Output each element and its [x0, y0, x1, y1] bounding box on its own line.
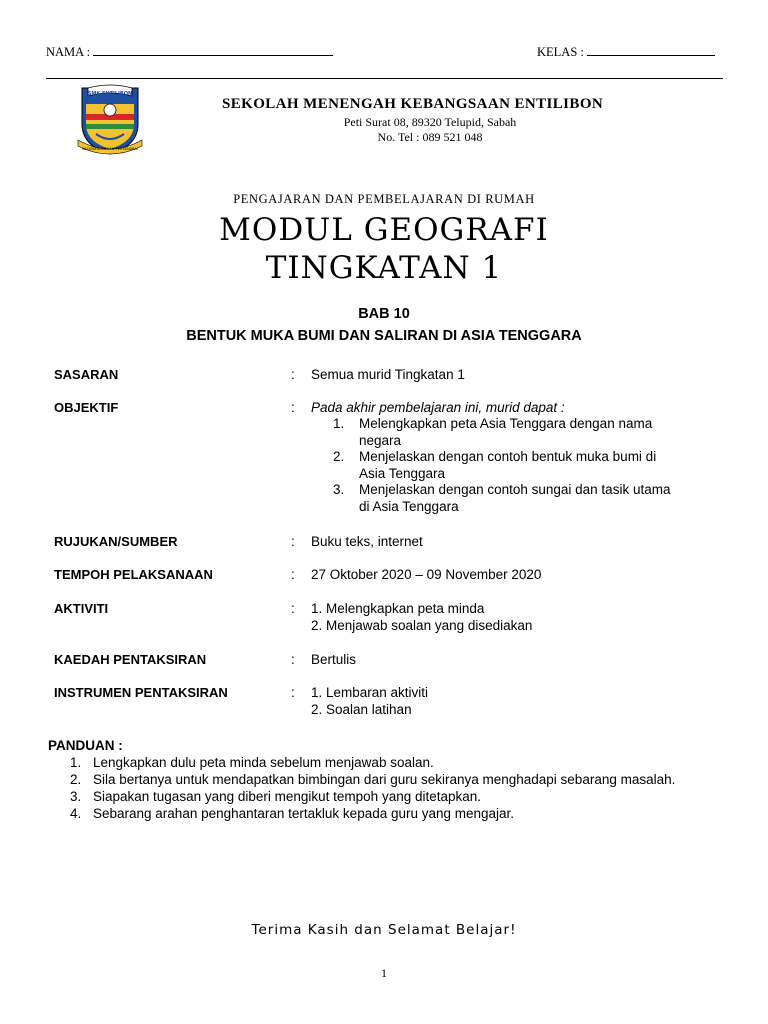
school-crest-logo — [74, 84, 146, 156]
crest-bottom-text: KECEMERLANGAN TERSENARAI — [81, 147, 139, 151]
nama-blank-line — [93, 44, 333, 56]
list-item: 1. Lengkapkan dulu peta minda sebelum menjawab soalan. — [70, 755, 434, 770]
rujukan-label: RUJUKAN/SUMBER — [54, 534, 178, 549]
header-rule — [46, 78, 723, 79]
kaedah-value: Bertulis — [311, 652, 357, 667]
instrumen-list — [311, 684, 428, 718]
module-subtitle: PENGAJARAN DAN PEMBELAJARAN DI RUMAH — [233, 192, 535, 206]
list-item: 1. Melengkapkan peta Asia Tenggara dengan nama negara — [333, 416, 653, 448]
nama-label: NAMA : — [46, 45, 91, 59]
list-item: 2. Menjawab soalan yang disediakan — [311, 618, 533, 633]
thanks-message: Terima Kasih dan Selamat Belajar! — [251, 922, 517, 938]
sasaran-label: SASARAN — [54, 367, 119, 382]
list-item: 3. Siapakan tugasan yang diberi mengikut tempoh yang ditetapkan. — [70, 789, 482, 804]
kaedah-label: KAEDAH PENTAKSIRAN — [54, 652, 207, 667]
sasaran-value: Semua murid Tingkatan 1 — [311, 367, 465, 382]
module-title-line1: MODUL GEOGRAFI — [219, 212, 549, 248]
objektif-list — [333, 416, 670, 515]
page-number: 1 — [381, 966, 387, 980]
sasaran-colon: : — [291, 367, 295, 382]
school-address: Peti Surat 08, 89320 Telupid, Sabah — [343, 115, 517, 129]
list-item: 2. Menjelaskan dengan contoh bentuk muka bumi di Asia Tenggara — [333, 449, 657, 481]
kelas-label: KELAS : — [537, 45, 584, 59]
aktiviti-label: AKTIVITI — [54, 601, 109, 616]
list-item: 2. Sila bertanya untuk mendapatkan bimbingan dari guru sekiranya menghadapi sebarang masalah. — [70, 772, 676, 787]
panduan-heading: PANDUAN : — [48, 738, 123, 753]
list-item: 1. Lembaran aktiviti — [311, 685, 429, 700]
objektif-colon: : — [291, 400, 295, 415]
kelas-field — [537, 44, 715, 60]
kelas-blank-line — [587, 44, 715, 56]
list-item: 4. Sebarang arahan penghantaran tertakluk kepada guru yang mengajar. — [70, 806, 515, 821]
panduan-list — [70, 754, 720, 822]
school-tel: No. Tel : 089 521 048 — [377, 130, 483, 144]
list-item: 3. Menjelaskan dengan contoh sungai dan tasik utama di Asia Tenggara — [333, 482, 671, 514]
aktiviti-colon: : — [291, 601, 295, 616]
bab-title: BENTUK MUKA BUMI DAN SALIRAN DI ASIA TENGGARA — [186, 328, 582, 344]
tempoh-value: 27 Oktober 2020 – 09 November 2020 — [311, 567, 542, 582]
list-item: 1. Melengkapkan peta minda — [311, 601, 485, 616]
kaedah-colon: : — [291, 652, 295, 667]
aktiviti-list — [311, 600, 532, 634]
school-name: SEKOLAH MENENGAH KEBANGSAAN ENTILIBON — [222, 96, 604, 112]
objektif-intro: Pada akhir pembelajaran ini, murid dapat : — [311, 400, 565, 415]
crest-top-text: SMK ENTILIBON — [87, 91, 133, 97]
rujukan-colon: : — [291, 534, 295, 549]
rujukan-value: Buku teks, internet — [311, 534, 423, 549]
tempoh-label: TEMPOH PELAKSANAAN — [54, 567, 213, 582]
module-title-line2: TINGKATAN 1 — [265, 250, 503, 286]
list-item: 2. Soalan latihan — [311, 702, 412, 717]
bab-number: BAB 10 — [358, 306, 410, 322]
instrumen-colon: : — [291, 685, 295, 700]
objektif-label: OBJEKTIF — [54, 400, 119, 415]
nama-field — [46, 44, 333, 60]
tempoh-colon: : — [291, 567, 295, 582]
instrumen-label: INSTRUMEN PENTAKSIRAN — [54, 685, 228, 700]
